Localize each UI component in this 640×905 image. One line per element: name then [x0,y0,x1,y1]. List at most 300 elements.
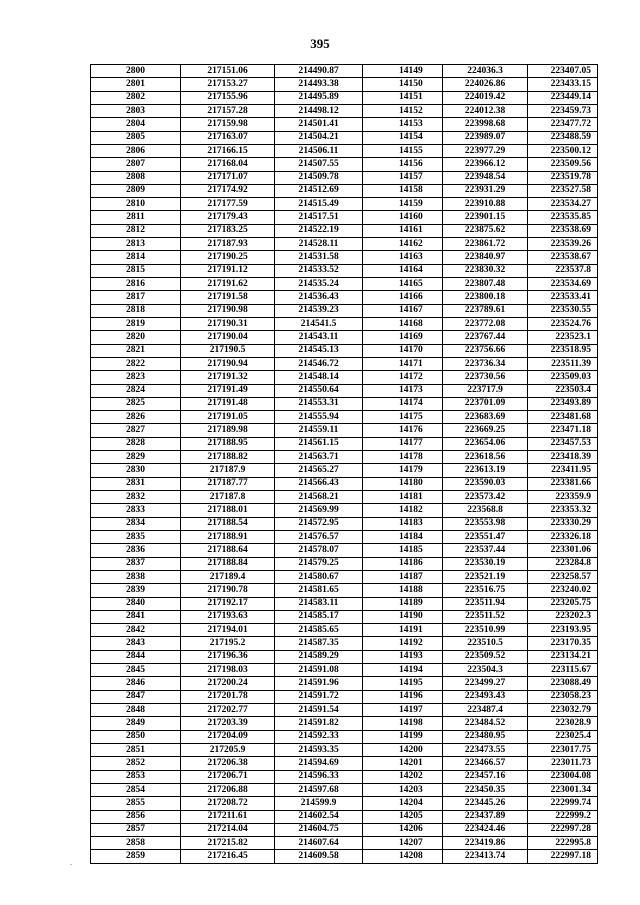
x-coordinate-a-cell: 217192.17 [181,597,275,610]
x-coordinate-b-cell: 223480.95 [443,730,528,743]
x-coordinate-a-cell: 217188.64 [181,544,275,557]
y-coordinate-a-cell: 214568.21 [275,491,363,504]
table-row [91,144,598,157]
point-number-b-cell: 14183 [363,517,443,530]
x-coordinate-a-cell: 217188.82 [181,451,275,464]
y-coordinate-b-cell: 223459.73 [528,104,598,117]
x-coordinate-b-cell: 223484.52 [443,717,528,730]
table-row [91,344,598,357]
point-number-b-cell: 14167 [363,304,443,317]
point-number-b-cell: 14201 [363,757,443,770]
table-row [91,544,598,557]
table-row [91,770,598,783]
table-row [91,411,598,424]
x-coordinate-a-cell: 217191.12 [181,264,275,277]
y-coordinate-b-cell: 223017.75 [528,743,598,756]
point-number-a-cell: 2836 [91,544,181,557]
y-coordinate-b-cell: 223301.06 [528,544,598,557]
y-coordinate-a-cell: 214576.57 [275,530,363,543]
x-coordinate-b-cell: 223590.03 [443,477,528,490]
x-coordinate-a-cell: 217155.96 [181,91,275,104]
point-number-a-cell: 2841 [91,610,181,623]
y-coordinate-b-cell: 223025.4 [528,730,598,743]
y-coordinate-b-cell: 223500.12 [528,144,598,157]
y-coordinate-b-cell: 223032.79 [528,704,598,717]
x-coordinate-a-cell: 217195.2 [181,637,275,650]
x-coordinate-a-cell: 217151.06 [181,65,275,78]
x-coordinate-b-cell: 223989.07 [443,131,528,144]
coordinates-table-body [91,65,598,864]
y-coordinate-b-cell: 223509.03 [528,371,598,384]
y-coordinate-a-cell: 214517.51 [275,211,363,224]
y-coordinate-b-cell: 223028.9 [528,717,598,730]
point-number-b-cell: 14179 [363,464,443,477]
x-coordinate-a-cell: 217188.01 [181,504,275,517]
table-row [91,597,598,610]
x-coordinate-b-cell: 223504.3 [443,664,528,677]
x-coordinate-a-cell: 217174.92 [181,184,275,197]
x-coordinate-b-cell: 224026.86 [443,78,528,91]
table-row [91,331,598,344]
table-row [91,783,598,796]
y-coordinate-a-cell: 214591.72 [275,690,363,703]
table-row [91,264,598,277]
y-coordinate-a-cell: 214563.71 [275,451,363,464]
x-coordinate-b-cell: 223553.98 [443,517,528,530]
point-number-b-cell: 14168 [363,317,443,330]
point-number-a-cell: 2838 [91,570,181,583]
x-coordinate-b-cell: 223807.48 [443,278,528,291]
y-coordinate-a-cell: 214578.07 [275,544,363,557]
y-coordinate-b-cell: 222997.28 [528,823,598,836]
x-coordinate-a-cell: 217190.94 [181,357,275,370]
point-number-a-cell: 2815 [91,264,181,277]
x-coordinate-b-cell: 223450.35 [443,783,528,796]
point-number-b-cell: 14196 [363,690,443,703]
table-row [91,384,598,397]
x-coordinate-b-cell: 223437.89 [443,810,528,823]
point-number-b-cell: 14192 [363,637,443,650]
point-number-a-cell: 2804 [91,118,181,131]
x-coordinate-b-cell: 223413.74 [443,850,528,863]
table-row [91,371,598,384]
x-coordinate-a-cell: 217190.04 [181,331,275,344]
table-row [91,171,598,184]
point-number-a-cell: 2823 [91,371,181,384]
point-number-b-cell: 14169 [363,331,443,344]
y-coordinate-a-cell: 214591.82 [275,717,363,730]
x-coordinate-a-cell: 217191.62 [181,278,275,291]
x-coordinate-b-cell: 224012.38 [443,104,528,117]
table-row [91,424,598,437]
y-coordinate-a-cell: 214579.25 [275,557,363,570]
point-number-a-cell: 2810 [91,198,181,211]
x-coordinate-b-cell: 223830.32 [443,264,528,277]
x-coordinate-b-cell: 224036.3 [443,65,528,78]
y-coordinate-a-cell: 214602.54 [275,810,363,823]
point-number-b-cell: 14190 [363,610,443,623]
table-row [91,477,598,490]
table-row [91,584,598,597]
table-row [91,677,598,690]
point-number-b-cell: 14150 [363,78,443,91]
point-number-a-cell: 2837 [91,557,181,570]
y-coordinate-b-cell: 223538.69 [528,224,598,237]
x-coordinate-b-cell: 223966.12 [443,158,528,171]
y-coordinate-b-cell: 223519.78 [528,171,598,184]
y-coordinate-a-cell: 214541.5 [275,317,363,330]
y-coordinate-b-cell: 223539.26 [528,238,598,251]
point-number-a-cell: 2833 [91,504,181,517]
table-row [91,570,598,583]
x-coordinate-a-cell: 217189.4 [181,570,275,583]
x-coordinate-b-cell: 223551.47 [443,530,528,543]
x-coordinate-a-cell: 217190.98 [181,304,275,317]
point-number-b-cell: 14157 [363,171,443,184]
point-number-a-cell: 2840 [91,597,181,610]
x-coordinate-a-cell: 217171.07 [181,171,275,184]
x-coordinate-b-cell: 223530.19 [443,557,528,570]
y-coordinate-a-cell: 214495.89 [275,91,363,104]
x-coordinate-a-cell: 217191.49 [181,384,275,397]
y-coordinate-a-cell: 214559.11 [275,424,363,437]
x-coordinate-b-cell: 223537.44 [443,544,528,557]
point-number-b-cell: 14176 [363,424,443,437]
y-coordinate-b-cell: 223493.89 [528,397,598,410]
point-number-a-cell: 2859 [91,850,181,863]
table-row [91,717,598,730]
y-coordinate-b-cell: 223535.85 [528,211,598,224]
x-coordinate-b-cell: 223730.56 [443,371,528,384]
point-number-b-cell: 14204 [363,797,443,810]
x-coordinate-b-cell: 223756.66 [443,344,528,357]
x-coordinate-a-cell: 217183.25 [181,224,275,237]
y-coordinate-b-cell: 223530.55 [528,304,598,317]
x-coordinate-a-cell: 217188.84 [181,557,275,570]
x-coordinate-a-cell: 217201.78 [181,690,275,703]
point-number-b-cell: 14208 [363,850,443,863]
point-number-a-cell: 2847 [91,690,181,703]
y-coordinate-a-cell: 214512.69 [275,184,363,197]
y-coordinate-a-cell: 214550.64 [275,384,363,397]
y-coordinate-b-cell: 222999.2 [528,810,598,823]
y-coordinate-b-cell: 223001.34 [528,783,598,796]
y-coordinate-a-cell: 214580.67 [275,570,363,583]
y-coordinate-a-cell: 214585.65 [275,624,363,637]
point-number-b-cell: 14166 [363,291,443,304]
x-coordinate-b-cell: 223910.88 [443,198,528,211]
x-coordinate-b-cell: 223493.43 [443,690,528,703]
y-coordinate-b-cell: 223457.53 [528,437,598,450]
point-number-b-cell: 14181 [363,491,443,504]
x-coordinate-b-cell: 223613.19 [443,464,528,477]
x-coordinate-a-cell: 217187.77 [181,477,275,490]
y-coordinate-a-cell: 214548.14 [275,371,363,384]
table-row [91,278,598,291]
point-number-a-cell: 2826 [91,411,181,424]
y-coordinate-b-cell: 223011.73 [528,757,598,770]
y-coordinate-b-cell: 223449.14 [528,91,598,104]
y-coordinate-b-cell: 223205.75 [528,597,598,610]
y-coordinate-a-cell: 214572.95 [275,517,363,530]
x-coordinate-b-cell: 223510.99 [443,624,528,637]
point-number-a-cell: 2827 [91,424,181,437]
point-number-b-cell: 14186 [363,557,443,570]
point-number-a-cell: 2808 [91,171,181,184]
y-coordinate-a-cell: 214507.55 [275,158,363,171]
x-coordinate-b-cell: 223511.52 [443,610,528,623]
y-coordinate-a-cell: 214591.08 [275,664,363,677]
point-number-a-cell: 2820 [91,331,181,344]
table-row [91,517,598,530]
y-coordinate-a-cell: 214604.75 [275,823,363,836]
y-coordinate-a-cell: 214498.12 [275,104,363,117]
y-coordinate-a-cell: 214597.68 [275,783,363,796]
y-coordinate-b-cell: 223258.57 [528,570,598,583]
y-coordinate-b-cell: 223240.02 [528,584,598,597]
x-coordinate-a-cell: 217206.71 [181,770,275,783]
x-coordinate-a-cell: 217190.5 [181,344,275,357]
x-coordinate-a-cell: 217214.04 [181,823,275,836]
coordinates-table [90,64,598,864]
x-coordinate-b-cell: 223419.86 [443,837,528,850]
point-number-b-cell: 14162 [363,238,443,251]
point-number-a-cell: 2800 [91,65,181,78]
table-row [91,743,598,756]
y-coordinate-b-cell: 223511.39 [528,357,598,370]
table-row [91,624,598,637]
x-coordinate-a-cell: 217168.04 [181,158,275,171]
table-row [91,810,598,823]
table-row [91,730,598,743]
table-row [91,664,598,677]
y-coordinate-b-cell: 223353.32 [528,504,598,517]
point-number-b-cell: 14194 [363,664,443,677]
x-coordinate-a-cell: 217196.36 [181,650,275,663]
x-coordinate-b-cell: 223424.46 [443,823,528,836]
x-coordinate-a-cell: 217187.93 [181,238,275,251]
point-number-b-cell: 14178 [363,451,443,464]
y-coordinate-a-cell: 214536.43 [275,291,363,304]
x-coordinate-b-cell: 223840.97 [443,251,528,264]
y-coordinate-b-cell: 223407.05 [528,65,598,78]
point-number-b-cell: 14199 [363,730,443,743]
y-coordinate-b-cell: 223518.95 [528,344,598,357]
x-coordinate-b-cell: 223901.15 [443,211,528,224]
point-number-b-cell: 14189 [363,597,443,610]
x-coordinate-a-cell: 217159.98 [181,118,275,131]
point-number-a-cell: 2832 [91,491,181,504]
table-row [91,637,598,650]
point-number-a-cell: 2830 [91,464,181,477]
point-number-a-cell: 2824 [91,384,181,397]
x-coordinate-b-cell: 223701.09 [443,397,528,410]
table-row [91,78,598,91]
x-coordinate-a-cell: 217187.8 [181,491,275,504]
table-row [91,650,598,663]
y-coordinate-b-cell: 223115.67 [528,664,598,677]
x-coordinate-a-cell: 217200.24 [181,677,275,690]
point-number-b-cell: 14175 [363,411,443,424]
x-coordinate-b-cell: 223767.44 [443,331,528,344]
footer-mark: . [70,858,72,867]
table-row [91,704,598,717]
point-number-a-cell: 2802 [91,91,181,104]
x-coordinate-b-cell: 223457.16 [443,770,528,783]
y-coordinate-b-cell: 223193.95 [528,624,598,637]
x-coordinate-b-cell: 223931.29 [443,184,528,197]
table-row [91,65,598,78]
x-coordinate-b-cell: 223521.19 [443,570,528,583]
point-number-a-cell: 2849 [91,717,181,730]
y-coordinate-a-cell: 214555.94 [275,411,363,424]
x-coordinate-a-cell: 217205.9 [181,743,275,756]
x-coordinate-a-cell: 217215.82 [181,837,275,850]
point-number-b-cell: 14193 [363,650,443,663]
x-coordinate-b-cell: 224019.42 [443,91,528,104]
y-coordinate-b-cell: 223538.67 [528,251,598,264]
point-number-a-cell: 2821 [91,344,181,357]
x-coordinate-a-cell: 217179.43 [181,211,275,224]
x-coordinate-b-cell: 223487.4 [443,704,528,717]
x-coordinate-b-cell: 223473.55 [443,743,528,756]
x-coordinate-a-cell: 217211.61 [181,810,275,823]
y-coordinate-b-cell: 223533.41 [528,291,598,304]
point-number-b-cell: 14160 [363,211,443,224]
point-number-a-cell: 2843 [91,637,181,650]
table-row [91,198,598,211]
table-row [91,184,598,197]
point-number-b-cell: 14200 [363,743,443,756]
x-coordinate-b-cell: 223736.34 [443,357,528,370]
point-number-b-cell: 14161 [363,224,443,237]
y-coordinate-a-cell: 214490.87 [275,65,363,78]
y-coordinate-b-cell: 223330.29 [528,517,598,530]
point-number-a-cell: 2834 [91,517,181,530]
y-coordinate-b-cell: 223524.76 [528,317,598,330]
x-coordinate-b-cell: 223998.68 [443,118,528,131]
x-coordinate-b-cell: 223445.26 [443,797,528,810]
point-number-b-cell: 14182 [363,504,443,517]
x-coordinate-b-cell: 223499.27 [443,677,528,690]
point-number-a-cell: 2814 [91,251,181,264]
x-coordinate-a-cell: 217191.32 [181,371,275,384]
table-row [91,131,598,144]
table-row [91,557,598,570]
y-coordinate-b-cell: 223088.49 [528,677,598,690]
point-number-a-cell: 2811 [91,211,181,224]
table-row [91,690,598,703]
y-coordinate-a-cell: 214546.72 [275,357,363,370]
x-coordinate-b-cell: 223861.72 [443,238,528,251]
point-number-a-cell: 2835 [91,530,181,543]
point-number-a-cell: 2817 [91,291,181,304]
point-number-b-cell: 14207 [363,837,443,850]
y-coordinate-a-cell: 214493.38 [275,78,363,91]
table-row [91,464,598,477]
y-coordinate-a-cell: 214561.15 [275,437,363,450]
x-coordinate-b-cell: 223977.29 [443,144,528,157]
y-coordinate-b-cell: 223534.27 [528,198,598,211]
point-number-a-cell: 2816 [91,278,181,291]
x-coordinate-a-cell: 217208.72 [181,797,275,810]
x-coordinate-a-cell: 217177.59 [181,198,275,211]
point-number-a-cell: 2851 [91,743,181,756]
y-coordinate-b-cell: 223433.15 [528,78,598,91]
x-coordinate-a-cell: 217206.88 [181,783,275,796]
y-coordinate-b-cell: 223202.3 [528,610,598,623]
y-coordinate-a-cell: 214591.96 [275,677,363,690]
x-coordinate-a-cell: 217157.28 [181,104,275,117]
point-number-a-cell: 2803 [91,104,181,117]
point-number-a-cell: 2852 [91,757,181,770]
x-coordinate-a-cell: 217191.05 [181,411,275,424]
point-number-b-cell: 14202 [363,770,443,783]
x-coordinate-a-cell: 217190.31 [181,317,275,330]
y-coordinate-a-cell: 214569.99 [275,504,363,517]
x-coordinate-b-cell: 223573.42 [443,491,528,504]
point-number-a-cell: 2831 [91,477,181,490]
x-coordinate-a-cell: 217166.15 [181,144,275,157]
point-number-b-cell: 14155 [363,144,443,157]
point-number-a-cell: 2839 [91,584,181,597]
x-coordinate-a-cell: 217191.48 [181,397,275,410]
x-coordinate-b-cell: 223683.69 [443,411,528,424]
point-number-a-cell: 2822 [91,357,181,370]
table-row [91,837,598,850]
point-number-b-cell: 14185 [363,544,443,557]
table-row [91,291,598,304]
y-coordinate-a-cell: 214607.64 [275,837,363,850]
y-coordinate-b-cell: 223527.58 [528,184,598,197]
point-number-b-cell: 14152 [363,104,443,117]
y-coordinate-b-cell: 223523.1 [528,331,598,344]
table-row [91,451,598,464]
y-coordinate-a-cell: 214545.13 [275,344,363,357]
x-coordinate-b-cell: 223466.57 [443,757,528,770]
y-coordinate-b-cell: 223326.18 [528,530,598,543]
y-coordinate-a-cell: 214583.11 [275,597,363,610]
point-number-a-cell: 2854 [91,783,181,796]
y-coordinate-a-cell: 214506.11 [275,144,363,157]
x-coordinate-a-cell: 217188.54 [181,517,275,530]
point-number-a-cell: 2825 [91,397,181,410]
y-coordinate-b-cell: 222997.18 [528,850,598,863]
point-number-a-cell: 2842 [91,624,181,637]
point-number-b-cell: 14180 [363,477,443,490]
y-coordinate-a-cell: 214543.11 [275,331,363,344]
table-row [91,610,598,623]
x-coordinate-b-cell: 223789.61 [443,304,528,317]
point-number-b-cell: 14165 [363,278,443,291]
x-coordinate-a-cell: 217190.25 [181,251,275,264]
table-row [91,530,598,543]
x-coordinate-a-cell: 217187.9 [181,464,275,477]
y-coordinate-b-cell: 223359.9 [528,491,598,504]
x-coordinate-b-cell: 223511.94 [443,597,528,610]
y-coordinate-a-cell: 214591.54 [275,704,363,717]
point-number-b-cell: 14170 [363,344,443,357]
point-number-b-cell: 14151 [363,91,443,104]
point-number-a-cell: 2807 [91,158,181,171]
y-coordinate-a-cell: 214539.23 [275,304,363,317]
x-coordinate-a-cell: 217216.45 [181,850,275,863]
table-row [91,224,598,237]
x-coordinate-b-cell: 223948.54 [443,171,528,184]
y-coordinate-a-cell: 214609.58 [275,850,363,863]
x-coordinate-a-cell: 217189.98 [181,424,275,437]
table-row [91,757,598,770]
